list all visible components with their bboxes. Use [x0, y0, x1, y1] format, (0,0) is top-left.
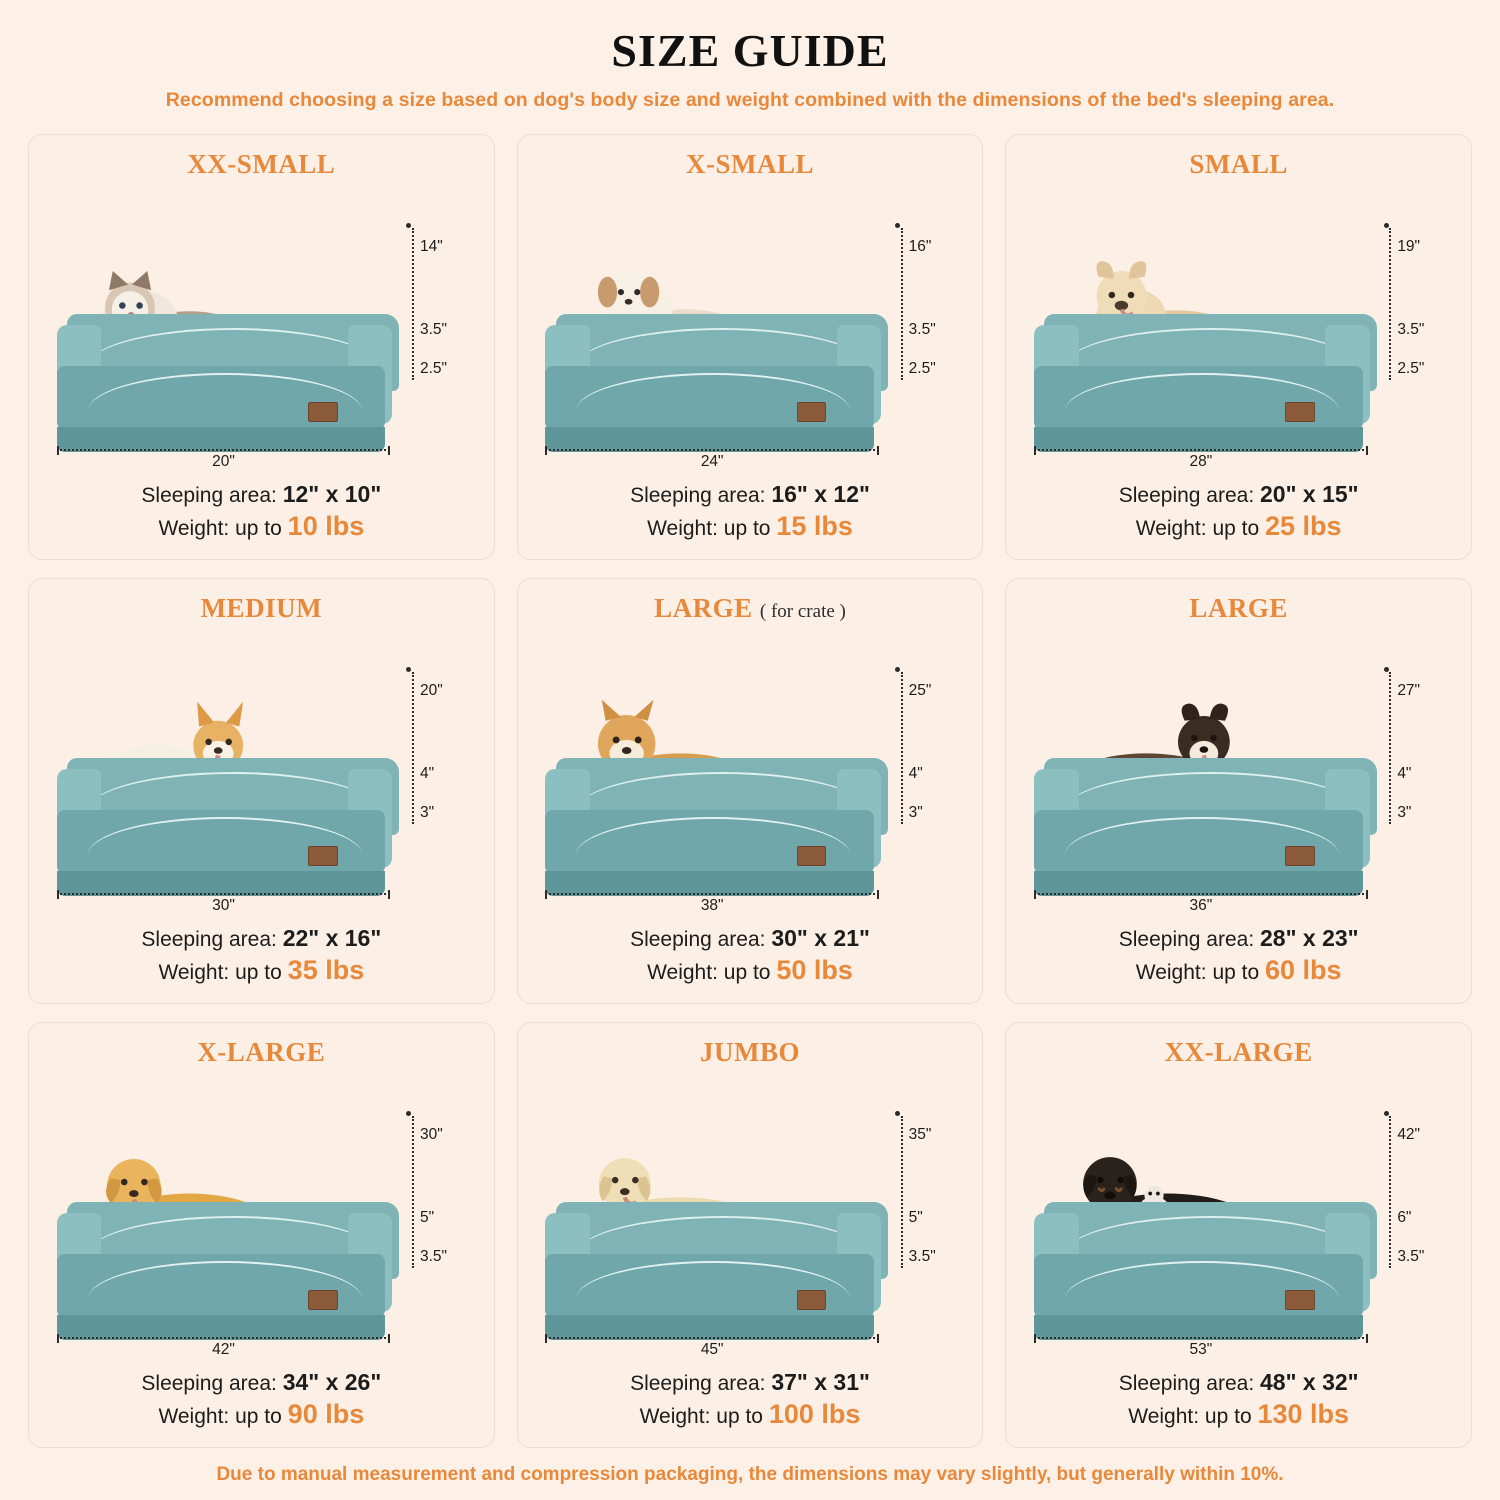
sleeping-area-line: [528, 925, 973, 952]
bed-graphic: [1034, 1074, 1376, 1340]
width-dimension: [1034, 890, 1368, 914]
size-card-title: [201, 593, 322, 624]
sleeping-area-value: 22" x 16": [282, 925, 382, 951]
width-line: [1034, 1337, 1368, 1339]
sleeping-area-value: 20" x 15": [1260, 481, 1359, 507]
dimension-height: 25": [908, 682, 932, 699]
bed-graphic: [57, 630, 399, 896]
height-dimensions: [377, 648, 475, 892]
weight-prefix: up to: [716, 1405, 763, 1428]
sleeping-area-line: [528, 481, 973, 508]
size-card-specs: [528, 922, 973, 993]
weight-value: 15 lbs: [776, 511, 853, 541]
size-card-title: [187, 149, 335, 180]
size-card-specs: [1016, 1366, 1461, 1437]
dimension-height: 27": [1397, 682, 1421, 699]
size-card-title: [654, 593, 846, 624]
dimension-dot: [1384, 667, 1389, 672]
dimension-base: 3": [1397, 804, 1412, 822]
size-card-title: [686, 149, 814, 180]
size-card: [28, 578, 495, 1004]
height-dimensions: [866, 204, 964, 448]
dog-bed: [545, 758, 887, 896]
weight-label: Weight:: [639, 1405, 711, 1428]
dimension-bolster: 4": [419, 765, 435, 783]
weight-label: Weight:: [1128, 1405, 1200, 1428]
dimension-line: [901, 672, 903, 823]
dimension-dot: [1384, 223, 1389, 228]
sleeping-area-value: 16" x 12": [771, 481, 870, 507]
weight-value: 130 lbs: [1257, 1399, 1350, 1429]
size-card-name: JUMBO: [699, 1037, 800, 1067]
dimension-bolster: 5": [908, 1209, 923, 1227]
dimension-height: 42": [1397, 1126, 1421, 1143]
dimension-bolster: 3.5": [908, 321, 936, 339]
size-card-title: [1189, 149, 1288, 180]
dimension-height: 30": [419, 1126, 443, 1143]
sleeping-area-value: 28" x 23": [1260, 925, 1359, 951]
page-subtitle: Recommend choosing a size based on dog's body size and weight combined with the dimensions of the bed's sleeping area.: [165, 89, 1335, 111]
width-dimension: [1034, 1334, 1368, 1358]
weight-line: [528, 955, 973, 986]
height-dimensions: [377, 1092, 475, 1336]
dimension-dot: [1384, 1111, 1389, 1116]
dimension-base: 2.5": [908, 360, 936, 378]
size-card-title: [1189, 593, 1288, 624]
width-line: [57, 449, 391, 451]
disclaimer-note: Due to manual measurement and compression packaging, the dimensions may vary slightly, but generally within 10%.: [216, 1464, 1284, 1485]
weight-prefix: up to: [235, 961, 282, 984]
sleeping-area-line: [39, 481, 484, 508]
dimension-line: [1389, 1116, 1391, 1267]
dimension-line: [901, 228, 903, 379]
bed-illustration: [1016, 180, 1461, 478]
weight-value: 50 lbs: [776, 955, 853, 985]
dimension-bolster: 3.5": [1397, 321, 1425, 339]
size-card: [1005, 134, 1472, 560]
weight-line: [1016, 511, 1461, 542]
bed-graphic: [1034, 630, 1376, 896]
width-dimension: [545, 446, 879, 470]
weight-prefix: up to: [723, 517, 771, 540]
size-card: [28, 1022, 495, 1448]
brand-tag: [1285, 1290, 1314, 1310]
dog-bed: [1034, 758, 1376, 896]
width-line: [545, 893, 879, 895]
size-card: [1005, 1022, 1472, 1448]
weight-label: Weight:: [1135, 961, 1207, 984]
weight-value: 60 lbs: [1265, 955, 1342, 985]
size-card-specs: [1016, 922, 1461, 993]
dimension-line: [412, 672, 414, 823]
weight-label: Weight:: [647, 961, 718, 984]
height-dimensions: [1354, 204, 1452, 448]
size-card-specs: [39, 478, 484, 549]
bed-illustration: [39, 1068, 484, 1366]
dimension-bolster: 4": [1397, 765, 1412, 783]
dimension-dot: [895, 667, 900, 672]
dog-bed: [57, 758, 399, 896]
sleeping-area-label: Sleeping area:: [141, 928, 277, 951]
dog-bed: [545, 1202, 887, 1340]
size-card: [28, 134, 495, 560]
sleeping-area-label: Sleeping area:: [141, 484, 277, 507]
size-card-note: ( for crate ): [759, 601, 846, 622]
dimension-dot: [406, 223, 411, 228]
dimension-dot: [895, 1111, 900, 1116]
sleeping-area-value: 37" x 31": [771, 1369, 870, 1395]
sleeping-area-value: 48" x 32": [1260, 1369, 1359, 1395]
weight-prefix: up to: [1204, 1405, 1252, 1428]
brand-tag: [1285, 402, 1314, 422]
weight-label: Weight:: [647, 517, 718, 540]
weight-line: [39, 955, 484, 986]
dimension-base: 3": [419, 804, 435, 822]
size-card-name: LARGE: [1189, 593, 1288, 623]
bed-illustration: [39, 624, 484, 922]
width-dimension: [545, 1334, 879, 1358]
width-line: [57, 1337, 391, 1339]
dimension-bolster: 6": [1397, 1209, 1412, 1227]
dimension-width: 38": [700, 897, 724, 914]
dimension-dot: [406, 1111, 411, 1116]
size-card-specs: [39, 922, 484, 993]
sleeping-area-line: [1016, 481, 1461, 508]
width-dimension: [1034, 446, 1368, 470]
size-card: [1005, 578, 1472, 1004]
sleeping-area-line: [39, 1369, 484, 1396]
dimension-base: 3": [908, 804, 923, 822]
width-dimension: [57, 446, 391, 470]
dog-bed: [57, 1202, 399, 1340]
dimension-width: 30": [212, 897, 235, 914]
weight-line: [1016, 1399, 1461, 1430]
sleeping-area-label: Sleeping area:: [630, 1372, 766, 1395]
size-card-name: XX-SMALL: [187, 149, 336, 179]
dimension-dot: [406, 667, 411, 672]
dimension-height: 19": [1397, 238, 1421, 255]
sleeping-area-label: Sleeping area:: [141, 1372, 277, 1395]
bed-illustration: [39, 180, 484, 478]
size-card-specs: [528, 478, 973, 549]
dimension-height: 14": [419, 238, 443, 255]
dimension-width: 45": [700, 1341, 724, 1358]
size-card-name: SMALL: [1189, 149, 1288, 179]
height-dimensions: [866, 1092, 964, 1336]
width-dimension: [57, 890, 391, 914]
weight-prefix: up to: [723, 961, 771, 984]
size-card-specs: [39, 1366, 484, 1437]
weight-line: [528, 1399, 973, 1430]
brand-tag: [308, 402, 337, 422]
size-card-name: MEDIUM: [200, 593, 323, 623]
size-card-title: [1165, 1037, 1313, 1068]
size-card: [517, 134, 984, 560]
sleeping-area-line: [1016, 925, 1461, 952]
size-card-name: X-LARGE: [197, 1037, 326, 1067]
width-line: [1034, 893, 1368, 895]
dimension-base: 3.5": [908, 1248, 936, 1266]
dimension-width: 24": [700, 453, 724, 470]
dimension-line: [901, 1116, 903, 1267]
dimension-bolster: 5": [419, 1209, 435, 1227]
dimension-width: 53": [1189, 1341, 1213, 1358]
width-dimension: [545, 890, 879, 914]
bed-illustration: [528, 180, 973, 478]
dimension-width: 42": [212, 1341, 235, 1358]
bed-illustration: [528, 1068, 973, 1366]
sleeping-area-line: [1016, 1369, 1461, 1396]
height-dimensions: [1354, 648, 1452, 892]
dimension-height: 20": [419, 682, 443, 699]
bed-graphic: [545, 186, 887, 452]
dimension-base: 2.5": [1397, 360, 1425, 378]
dimension-base: 2.5": [419, 360, 448, 378]
dimension-base: 3.5": [1397, 1248, 1425, 1266]
dimension-bolster: 4": [908, 765, 923, 783]
weight-label: Weight:: [158, 1405, 230, 1428]
weight-value: 90 lbs: [287, 1399, 365, 1429]
bed-illustration: [1016, 624, 1461, 922]
dimension-width: 20": [212, 453, 235, 470]
dog-bed: [57, 314, 399, 452]
weight-line: [39, 511, 484, 542]
size-card-specs: [1016, 478, 1461, 549]
weight-prefix: up to: [235, 517, 282, 540]
weight-value: 35 lbs: [287, 955, 365, 985]
bed-graphic: [57, 1074, 399, 1340]
size-card-name: XX-LARGE: [1164, 1037, 1313, 1067]
dimension-width: 28": [1189, 453, 1213, 470]
weight-value: 25 lbs: [1265, 511, 1342, 541]
sleeping-area-line: [528, 1369, 973, 1396]
bed-graphic: [545, 1074, 887, 1340]
sleeping-area-value: 30" x 21": [771, 925, 870, 951]
size-card-title: [197, 1037, 325, 1068]
weight-prefix: up to: [235, 1405, 282, 1428]
dimension-bolster: 3.5": [419, 321, 448, 339]
dimension-line: [1389, 672, 1391, 823]
bed-graphic: [57, 186, 399, 452]
dimension-line: [412, 1116, 414, 1267]
size-card-name: LARGE: [654, 593, 753, 623]
sleeping-area-label: Sleeping area:: [1118, 484, 1255, 507]
dog-bed: [1034, 314, 1376, 452]
brand-tag: [797, 1290, 826, 1310]
weight-line: [528, 511, 973, 542]
weight-prefix: up to: [1212, 961, 1260, 984]
size-card-specs: [528, 1366, 973, 1437]
width-dimension: [57, 1334, 391, 1358]
size-card-grid: [28, 134, 1472, 1448]
size-card-title: [700, 1037, 800, 1068]
bed-graphic: [545, 630, 887, 896]
width-line: [1034, 449, 1368, 451]
dimension-height: 35": [908, 1126, 932, 1143]
weight-line: [1016, 955, 1461, 986]
bed-graphic: [1034, 186, 1376, 452]
size-card-name: X-SMALL: [685, 149, 814, 179]
height-dimensions: [377, 204, 475, 448]
dimension-base: 3.5": [419, 1248, 448, 1266]
weight-value: 10 lbs: [287, 511, 365, 541]
sleeping-area-label: Sleeping area:: [1118, 1372, 1255, 1395]
height-dimensions: [1354, 1092, 1452, 1336]
weight-label: Weight:: [158, 961, 230, 984]
weight-prefix: up to: [1212, 517, 1260, 540]
width-line: [57, 893, 391, 895]
brand-tag: [797, 846, 826, 866]
sleeping-area-line: [39, 925, 484, 952]
dimension-line: [1389, 228, 1391, 379]
sleeping-area-label: Sleeping area:: [630, 928, 766, 951]
brand-tag: [308, 1290, 337, 1310]
weight-value: 100 lbs: [768, 1399, 861, 1429]
brand-tag: [308, 846, 337, 866]
sleeping-area-label: Sleeping area:: [1118, 928, 1255, 951]
weight-label: Weight:: [1135, 517, 1207, 540]
sleeping-area-value: 12" x 10": [282, 481, 382, 507]
sleeping-area-value: 34" x 26": [282, 1369, 382, 1395]
width-line: [545, 1337, 879, 1339]
bed-illustration: [1016, 1068, 1461, 1366]
brand-tag: [797, 402, 826, 422]
weight-line: [39, 1399, 484, 1430]
width-line: [545, 449, 879, 451]
dimension-dot: [895, 223, 900, 228]
dimension-width: 36": [1189, 897, 1213, 914]
brand-tag: [1285, 846, 1314, 866]
size-card: [517, 1022, 984, 1448]
page-title: SIZE GUIDE: [611, 25, 889, 76]
height-dimensions: [866, 648, 964, 892]
sleeping-area-label: Sleeping area:: [630, 484, 766, 507]
dimension-line: [412, 228, 414, 379]
dog-bed: [1034, 1202, 1376, 1340]
dimension-height: 16": [908, 238, 932, 255]
bed-illustration: [528, 624, 973, 922]
dog-bed: [545, 314, 887, 452]
weight-label: Weight:: [158, 517, 230, 540]
size-card: [517, 578, 984, 1004]
